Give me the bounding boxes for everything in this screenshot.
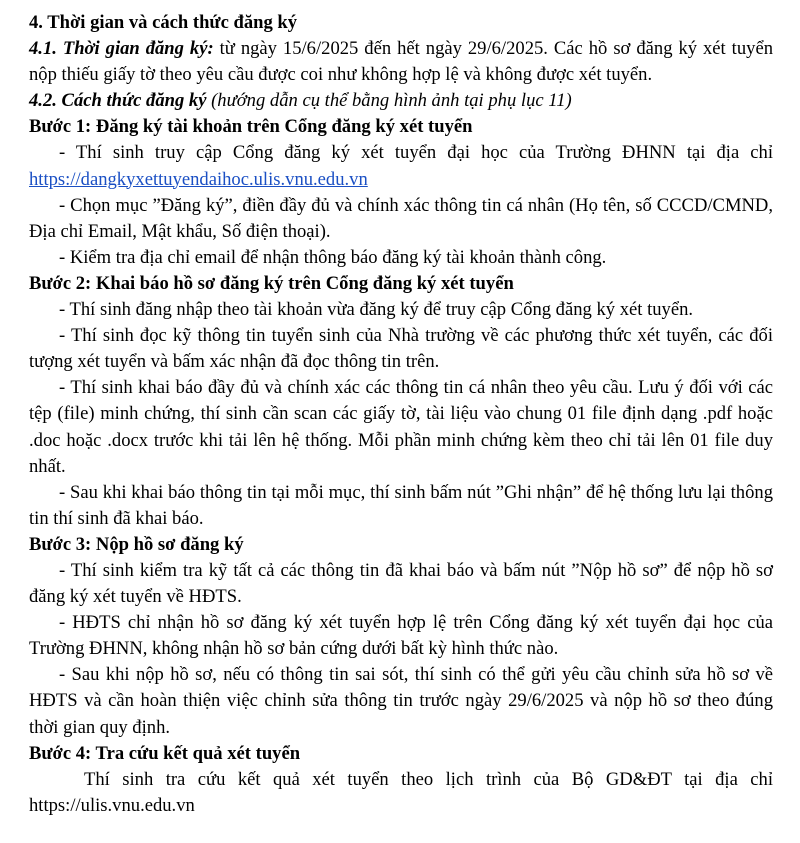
step-3-bullet: - Thí sinh kiểm tra kỹ tất cả các thông tin đã khai báo và bấm nút ”Nộp hồ sơ” để nộp hồ sơ đăng ký xét tuyển về HĐTS. [29, 559, 773, 608]
step-4-text: Thí sinh tra cứu kết quả xét tuyển theo lịch trình của Bộ GD&ĐT tại địa chỉ https://ulis.vnu.edu.vn [29, 768, 773, 816]
step-1-bullet: - Kiểm tra địa chỉ email để nhận thông báo đăng ký tài khoản thành công. [59, 246, 607, 268]
step-4-title: Bước 4: Tra cứu kết quả xét tuyển [29, 742, 301, 764]
step-3-title: Bước 3: Nộp hồ sơ đăng ký [29, 533, 244, 555]
step-3-bullet: - Sau khi nộp hồ sơ, nếu có thông tin sai sót, thí sinh có thể gửi yêu cầu chỉnh sửa hồ sơ về HĐTS và cần hoàn thiện việc chỉnh sửa thông tin trước ngày 29/6/2025 và nộp hồ sơ theo đúng thời gian quy định. [29, 664, 773, 738]
step-3-bullet: - HĐTS chỉ nhận hồ sơ đăng ký xét tuyển hợp lệ trên Cổng đăng ký xét tuyển đại học của Trường ĐHNN, không nhận hồ sơ bản cứng dưới bất kỳ hình thức nào. [29, 612, 773, 660]
step-2-bullet: - Thí sinh khai báo đầy đủ và chính xác các thông tin cá nhân theo yêu cầu. Lưu ý đối với các tệp (file) minh chứng, thí sinh cần scan các giấy tờ, tài liệu vào chung 01 file định dạng .pdf hoặc .doc hoặc .docx trước khi tải lên hệ thống. Mỗi phần minh chứng kèm theo chỉ tải lên 01 file duy nhất. [29, 377, 773, 477]
step-2-bullet: - Thí sinh đăng nhập theo tài khoản vừa đăng ký để truy cập Cổng đăng ký xét tuyển. [59, 299, 694, 321]
step-1-bullet [29, 140, 773, 192]
registration-time [29, 36, 773, 88]
section-title: 4. Thời gian và cách thức đăng ký [29, 12, 298, 33]
registration-time-label: 4.1. Thời gian đăng ký: [29, 38, 214, 60]
step-1-title: Bước 1: Đăng ký tài khoản trên Cổng đăng ký xét tuyển [29, 116, 473, 138]
step-1-bullet: - Chọn mục ”Đăng ký”, điền đầy đủ và chính xác thông tin cá nhân (Họ tên, số CCCD/CMND, Địa chỉ Email, Mật khẩu, Số điện thoại). [29, 194, 773, 242]
step-2-title: Bước 2: Khai báo hồ sơ đăng ký trên Cổng đăng ký xét tuyển [29, 272, 514, 294]
registration-method-label: 4.2. Cách thức đăng ký [29, 90, 207, 112]
registration-method-note: (hướng dẫn cụ thể bằng hình ảnh tại phụ lục 11) [206, 90, 572, 112]
step-2-bullet: - Thí sinh đọc kỹ thông tin tuyển sinh của Nhà trường về các phương thức xét tuyển, các đối tượng xét tuyển và bấm xác nhận đã đọc thông tin trên. [29, 325, 773, 373]
step-1-bullet-text: - Thí sinh truy cập Cổng đăng ký xét tuyển đại học của Trường ĐHNN tại địa chỉ [59, 142, 773, 164]
step-2-bullet: - Sau khi khai báo thông tin tại mỗi mục, thí sinh bấm nút ”Ghi nhận” để hệ thống lưu lại thông tin thí sinh đã khai báo. [29, 481, 773, 529]
registration-time-text: từ ngày 15/6/2025 đến hết ngày 29/6/2025. Các hồ sơ đăng ký xét tuyển nộp thiếu giấy tờ theo yêu cầu được coi như không hợp lệ và không được xét tuyển. [29, 38, 773, 86]
registration-portal-link[interactable]: https://dangkyxettuyendaihoc.ulis.vnu.edu.vn [29, 168, 368, 190]
registration-method [29, 88, 773, 114]
